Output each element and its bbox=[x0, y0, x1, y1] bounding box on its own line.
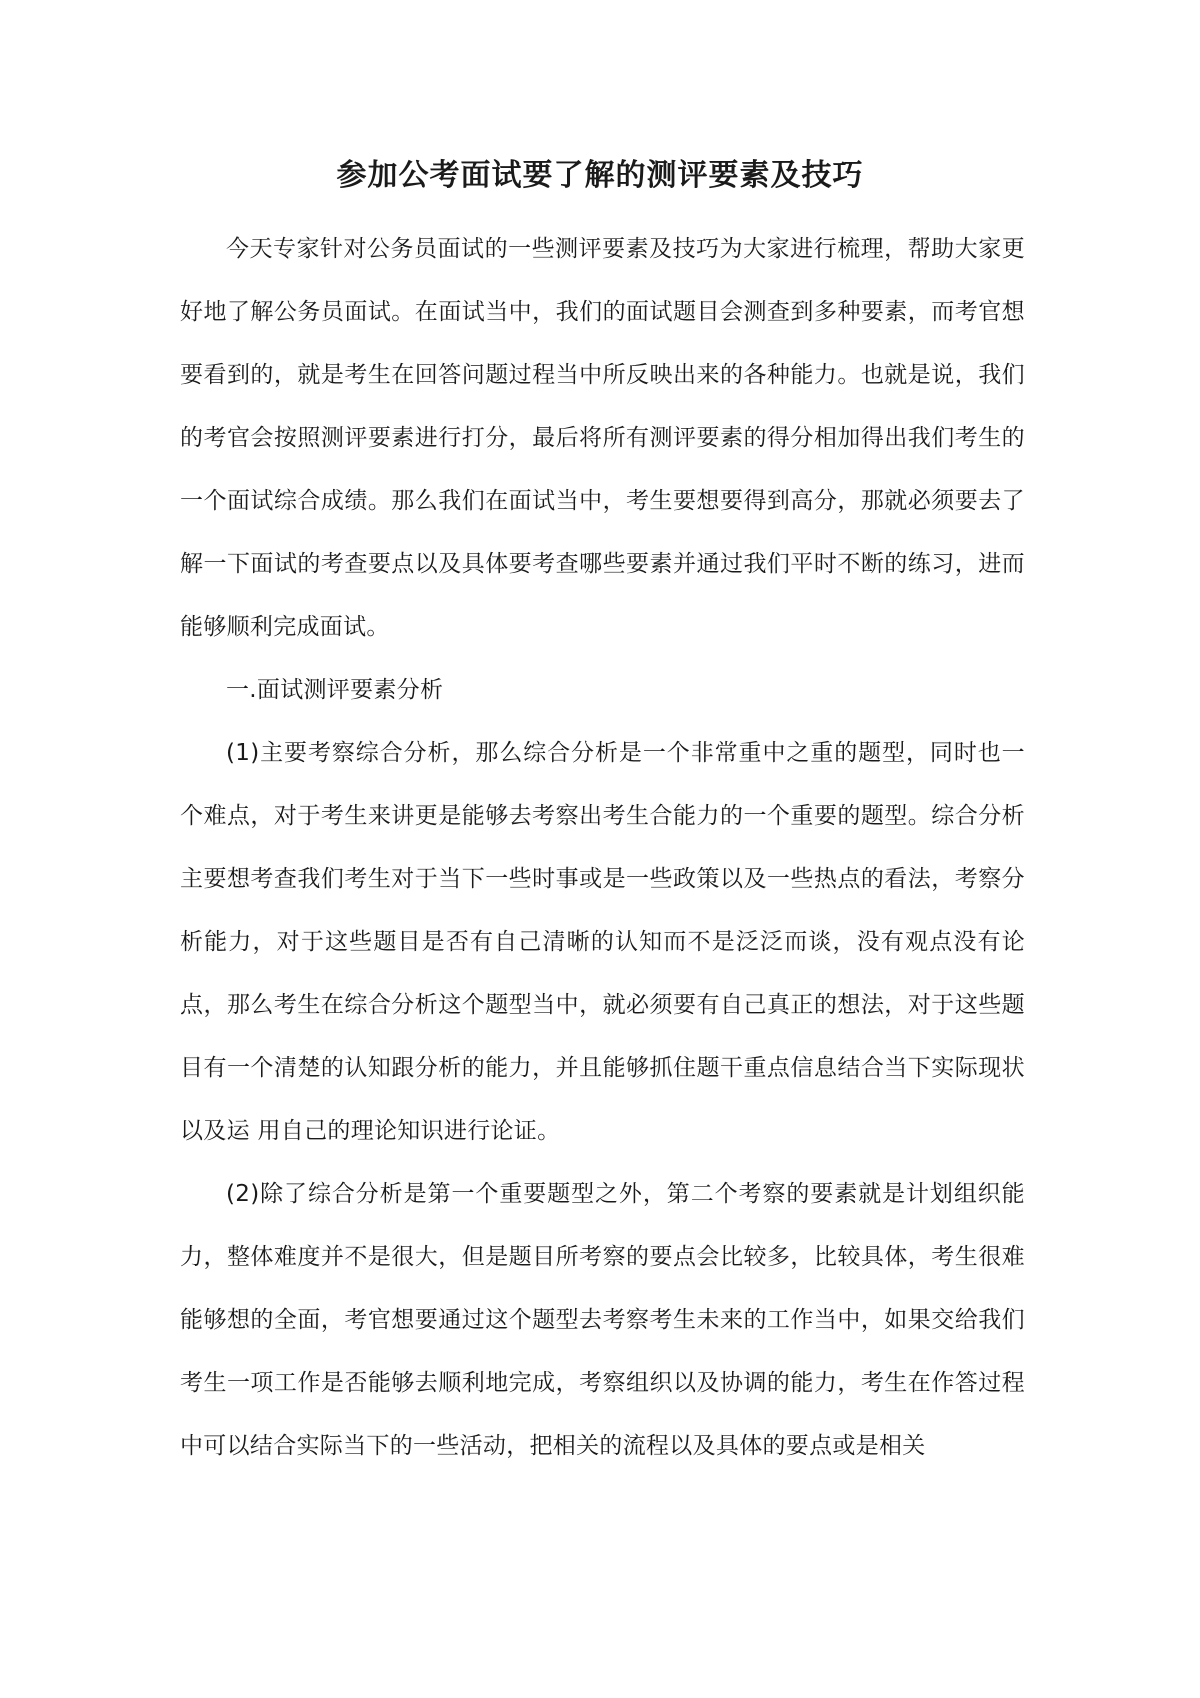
document-title: 参加公考面试要了解的测评要素及技巧 bbox=[336, 158, 864, 193]
point-2-paragraph: (2)除了综合分析是第一个重要题型之外，第二个考察的要素就是计划组织能力，整体难度并不是很大，但是题目所考察的要点会比较多，比较具体，考生很难能够想的全面，考官想要通过这个题型去考察考生未来的工作当中，如果交给我们考生一项工作是否能够去顺利地完成，考察组织以及协调的能力，考生在作答过程中可以结合实际当下的一些活动，把相关的流程以及具体的要点或是相关 bbox=[180, 1181, 1025, 1459]
document-body bbox=[180, 218, 1025, 1478]
section-heading: 一.面试测评要素分析 bbox=[226, 677, 444, 703]
intro-paragraph: 今天专家针对公务员面试的一些测评要素及技巧为大家进行梳理，帮助大家更好地了解公务员面试。在面试当中，我们的面试题目会测查到多种要素，而考官想要看到的，就是考生在回答问题过程当中所反映出来的各种能力。也就是说，我们的考官会按照测评要素进行打分，最后将所有测评要素的得分相加得出我们考生的一个面试综合成绩。那么我们在面试当中，考生要想要得到高分，那就必须要去了解一下面试的考查要点以及具体要考查哪些要素并通过我们平时不断的练习，进而能够顺利完成面试。 bbox=[180, 236, 1025, 640]
point-1-paragraph: (1)主要考察综合分析，那么综合分析是一个非常重中之重的题型，同时也一个难点，对于考生来讲更是能够去考察出考生合能力的一个重要的题型。综合分析主要想考查我们考生对于当下一些时事或是一些政策以及一些热点的看法，考察分析能力，对于这些题目是否有自己清晰的认知而不是泛泛而谈，没有观点没有论点，那么考生在综合分析这个题型当中，就必须要有自己真正的想法，对于这些题目有一个清楚的认知跟分析的能力，并且能够抓住题干重点信息结合当下实际现状以及运 用自己的理论知识进行论证。 bbox=[180, 740, 1025, 1144]
